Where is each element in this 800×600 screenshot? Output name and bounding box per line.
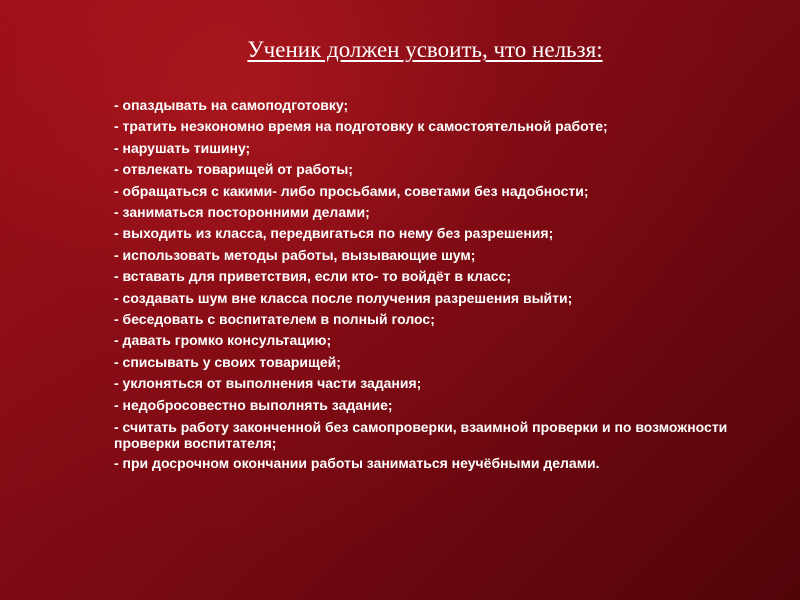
list-item: - отвлекать товарищей от работы; — [114, 161, 353, 178]
list-item: - обращаться с какими- либо просьбами, советами без надобности; — [114, 182, 589, 199]
list-item: - при досрочном окончании работы заниматься неучёбными делами. — [114, 455, 600, 472]
list-item: - уклоняться от выполнения части задания; — [114, 375, 422, 392]
list-item: - нарушать тишину; — [114, 139, 251, 156]
list-item: - опаздывать на самоподготовку; — [114, 97, 349, 113]
list-item: - списывать у своих товарищей; — [114, 353, 341, 370]
list-item: - давать громко консультацию; — [114, 332, 332, 349]
list-item: - выходить из класса, передвигаться по нему без разрешения; — [114, 225, 554, 242]
slide-title-text: Ученик должен усвоить, что нельзя: — [247, 37, 603, 62]
list-item: - создавать шум вне класса после получения разрешения выйти; — [114, 289, 573, 306]
list-item: - недобросовестно выполнять задание; — [114, 396, 393, 413]
slide-title — [0, 36, 800, 64]
list-item: - использовать методы работы, вызывающие шум; — [114, 246, 476, 263]
rules-list — [111, 95, 751, 475]
list-item: - вставать для приветствия, если кто- то войдёт в класс; — [114, 268, 512, 285]
list-item: - считать работу законченной без самопроверки, взаимной проверки и по возможности проверки воспитателя; — [114, 419, 728, 452]
list-item: - тратить неэкономно время на подготовку к самостоятельной работе; — [114, 118, 608, 135]
list-item: - заниматься посторонними делами; — [114, 204, 370, 221]
list-item: - беседовать с воспитателем в полный голос; — [114, 311, 435, 328]
